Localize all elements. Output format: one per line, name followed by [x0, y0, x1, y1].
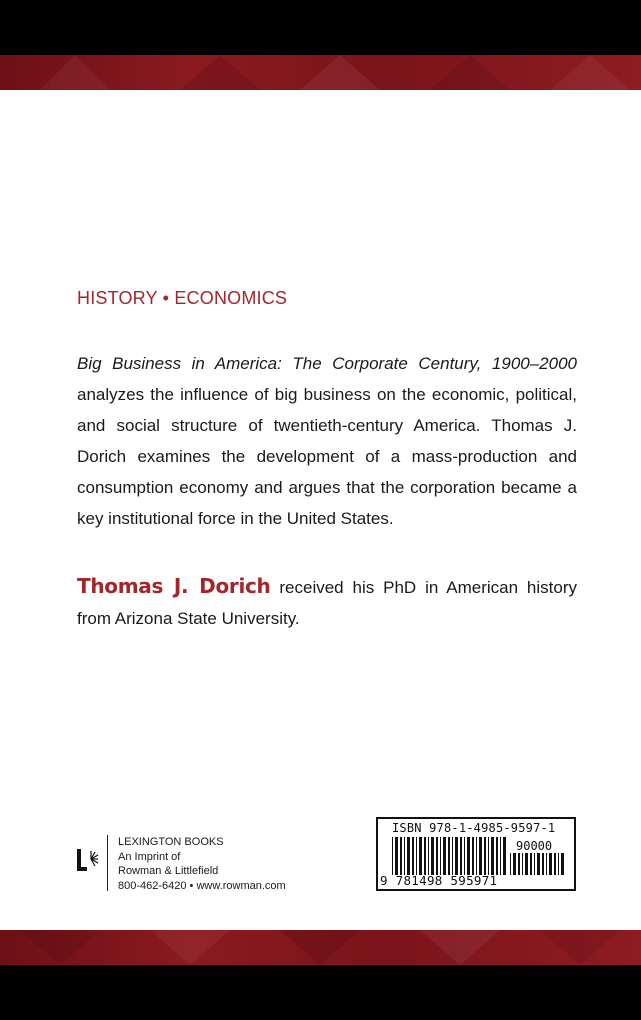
barcode-bar: [488, 837, 489, 875]
publisher-name: LEXINGTON BOOKS: [118, 836, 224, 848]
price-code: 90000: [516, 839, 553, 853]
barcode-bar: [448, 837, 450, 875]
top-band: [0, 55, 641, 90]
barcode-bar: [400, 837, 402, 875]
barcode-bar: [549, 853, 552, 875]
back-cover: [0, 55, 641, 965]
barcode-bar: [561, 853, 564, 875]
barcode-bar: [472, 837, 474, 875]
ean-digits: 9 781498 595971: [380, 873, 498, 888]
barcode-bar: [530, 853, 532, 875]
author-bio: [77, 571, 577, 634]
publisher-text: [118, 835, 286, 893]
isbn-barcode: [376, 817, 576, 891]
barcode-bar: [546, 853, 547, 875]
barcode-bar: [554, 853, 556, 875]
barcode-bar: [522, 853, 523, 875]
barcode-bar: [542, 853, 544, 875]
barcode-bar: [476, 837, 477, 875]
barcode-bar: [455, 837, 458, 875]
book-title: Big Business in America: The Corporate Century, 1900–2000: [77, 354, 577, 373]
barcode-bar: [513, 853, 516, 875]
barcode-bar: [496, 837, 498, 875]
book-description: [77, 348, 577, 534]
bio-text: received his PhD in American history from Arizona State University.: [77, 578, 577, 628]
barcode-bar: [419, 837, 422, 875]
band-pattern-bottom: [0, 930, 641, 965]
barcode-bar: [452, 837, 453, 875]
publisher-contact: 800-462-6420 • www.rowman.com: [118, 879, 286, 892]
barcode-bar: [424, 837, 426, 875]
isbn-label: ISBN 978-1-4985-9597-1: [392, 821, 556, 835]
barcode-bar: [428, 837, 429, 875]
barcode-bar: [518, 853, 520, 875]
barcode-bar: [443, 837, 446, 875]
publisher-logo-icon: [77, 845, 99, 875]
barcode-bar: [537, 853, 540, 875]
barcode-bar: [479, 837, 482, 875]
barcode-bar: [510, 853, 511, 875]
barcode-bar: [491, 837, 494, 875]
barcode-bar: [503, 837, 506, 875]
addon-bars: [510, 853, 564, 875]
publisher-parent: Rowman & Littlefield: [118, 865, 219, 877]
barcode-bar: [534, 853, 535, 875]
barcode-bar: [467, 837, 470, 875]
description-text: analyzes the influence of big business on the economic, political, and social structure of twentieth-century America. Thomas J. Dorich examines the development of a mass-production and consumption economy and argues that the corporation became a key institutional force in the United States.: [77, 385, 577, 528]
barcode-bar: [460, 837, 462, 875]
barcode-bar: [484, 837, 486, 875]
barcode-bar: [436, 837, 438, 875]
ean-bars: [392, 837, 508, 875]
barcode-bar: [416, 837, 417, 875]
barcode-bar: [395, 837, 398, 875]
publisher-block: [77, 835, 286, 893]
barcode-bar: [431, 837, 434, 875]
barcode-bar: [404, 837, 405, 875]
barcode-bar: [440, 837, 441, 875]
barcode-bar: [500, 837, 501, 875]
barcode-bar: [412, 837, 414, 875]
barcode-bar: [464, 837, 465, 875]
category-label: HISTORY • ECONOMICS: [77, 288, 288, 308]
publisher-imprint: An Imprint of: [118, 850, 181, 863]
barcode-bar: [392, 837, 393, 875]
barcode-bar: [558, 853, 559, 875]
barcode-bar: [407, 837, 410, 875]
band-pattern: [0, 55, 641, 90]
bottom-band: [0, 930, 641, 965]
barcode-bar: [525, 853, 528, 875]
publisher-divider: [107, 835, 108, 891]
author-name: Thomas J. Dorich: [77, 574, 271, 598]
